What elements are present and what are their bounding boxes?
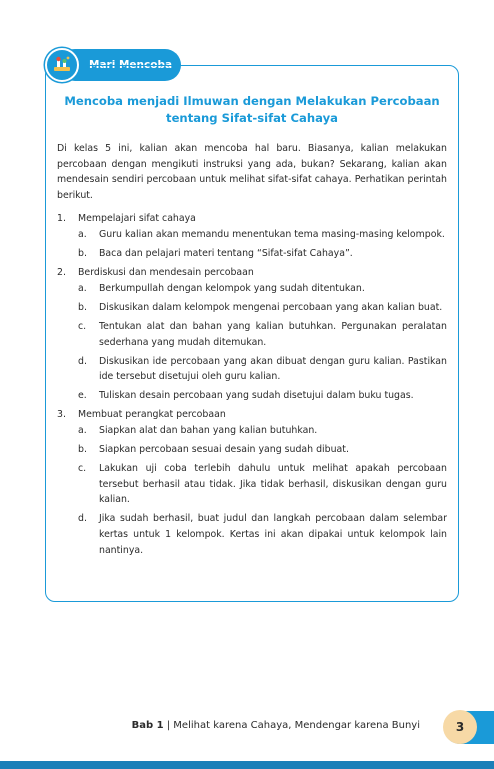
step-title: Mempelajari sifat cahaya xyxy=(78,213,196,225)
step-title: Membuat perangkat percobaan xyxy=(78,409,226,421)
substep-item xyxy=(78,246,447,262)
badge-label: Mari Mencoba xyxy=(89,59,173,71)
substep-letter: a. xyxy=(78,282,87,294)
substep-text: Diskusikan ide percobaan yang akan dibuat dengan guru kalian. Pastikan ide tersebut disetujui oleh guru kalian. xyxy=(99,355,447,383)
step-number: 3. xyxy=(57,409,66,421)
substep-text: Berkumpullah dengan kelompok yang sudah ditentukan. xyxy=(99,282,365,294)
chapter-label: Bab 1 xyxy=(131,720,164,731)
substep-item xyxy=(78,442,447,458)
substep-item xyxy=(78,319,447,350)
substep-item xyxy=(78,354,447,385)
step-item xyxy=(57,265,447,404)
step-list xyxy=(57,211,447,558)
substep-item xyxy=(78,511,447,558)
page-number: 3 xyxy=(443,710,477,744)
substep-text: Lakukan uji coba terlebih dahulu untuk melihat apakah percobaan tersebut berhasil atau tidak. Jika tidak berhasil, diskusikan dengan guru kalian. xyxy=(99,463,447,506)
chapter-title: Melihat karena Cahaya, Mendengar karena Bunyi xyxy=(173,720,420,731)
substep-list xyxy=(78,423,447,558)
substep-letter: c. xyxy=(78,463,87,475)
substep-list xyxy=(78,281,447,404)
substep-letter: b. xyxy=(78,248,87,260)
intro-paragraph: Di kelas 5 ini, kalian akan mencoba hal baru. Biasanya, kalian melakukan percobaan dengan mengikuti instruksi yang ada, bukan? Sekarang, kalian akan mendesain sendiri percobaan untuk melihat sifat-sifat cahaya. Perhatikan perintah berikut. xyxy=(57,143,447,201)
substep-item xyxy=(78,388,447,404)
substep-letter: c. xyxy=(78,320,87,332)
substep-item xyxy=(78,423,447,439)
step-item xyxy=(57,407,447,558)
substep-letter: d. xyxy=(78,513,87,525)
substep-letter: d. xyxy=(78,355,87,367)
substep-letter: b. xyxy=(78,301,87,313)
activity-content xyxy=(57,141,447,562)
substep-text: Diskusikan dalam kelompok mengenai percobaan yang akan kalian buat. xyxy=(99,301,443,313)
substep-text: Siapkan alat dan bahan yang kalian butuhkan. xyxy=(99,425,318,436)
step-item xyxy=(57,211,447,261)
page-footer xyxy=(132,720,420,731)
step-number: 2. xyxy=(57,267,66,279)
step-title: Berdiskusi dan mendesain percobaan xyxy=(78,267,254,279)
experiment-icon xyxy=(45,48,79,82)
substep-text: Guru kalian akan memandu menentukan tema masing-masing kelompok. xyxy=(99,228,445,240)
substep-list xyxy=(78,227,447,262)
footer-separator: | xyxy=(163,720,174,731)
substep-letter: a. xyxy=(78,228,87,240)
activity-title: Mencoba menjadi Ilmuwan dengan Melakukan Percobaan tentang Sifat-sifat Cahaya xyxy=(64,94,440,125)
bottom-bar xyxy=(0,761,494,769)
substep-item xyxy=(78,281,447,297)
substep-text: Jika sudah berhasil, buat judul dan langkah percobaan dalam selembar kertas untuk 1 kelompok. Kertas ini akan dipakai untuk kelompok lain nantinya. xyxy=(99,513,447,556)
substep-item xyxy=(78,461,447,508)
substep-item xyxy=(78,300,447,316)
substep-text: Tuliskan desain percobaan yang sudah disetujui dalam buku tugas. xyxy=(99,390,414,402)
substep-item xyxy=(78,227,447,243)
substep-text: Siapkan percobaan sesuai desain yang sudah dibuat. xyxy=(99,444,349,456)
substep-letter: a. xyxy=(78,425,87,436)
step-number: 1. xyxy=(57,213,66,225)
substep-letter: b. xyxy=(78,444,87,456)
substep-letter: e. xyxy=(78,390,87,402)
substep-text: Tentukan alat dan bahan yang kalian butuhkan. Pergunakan peralatan sederhana yang mudah ditemukan. xyxy=(99,320,447,348)
substep-text: Baca dan pelajari materi tentang “Sifat-sifat Cahaya”. xyxy=(99,248,353,260)
